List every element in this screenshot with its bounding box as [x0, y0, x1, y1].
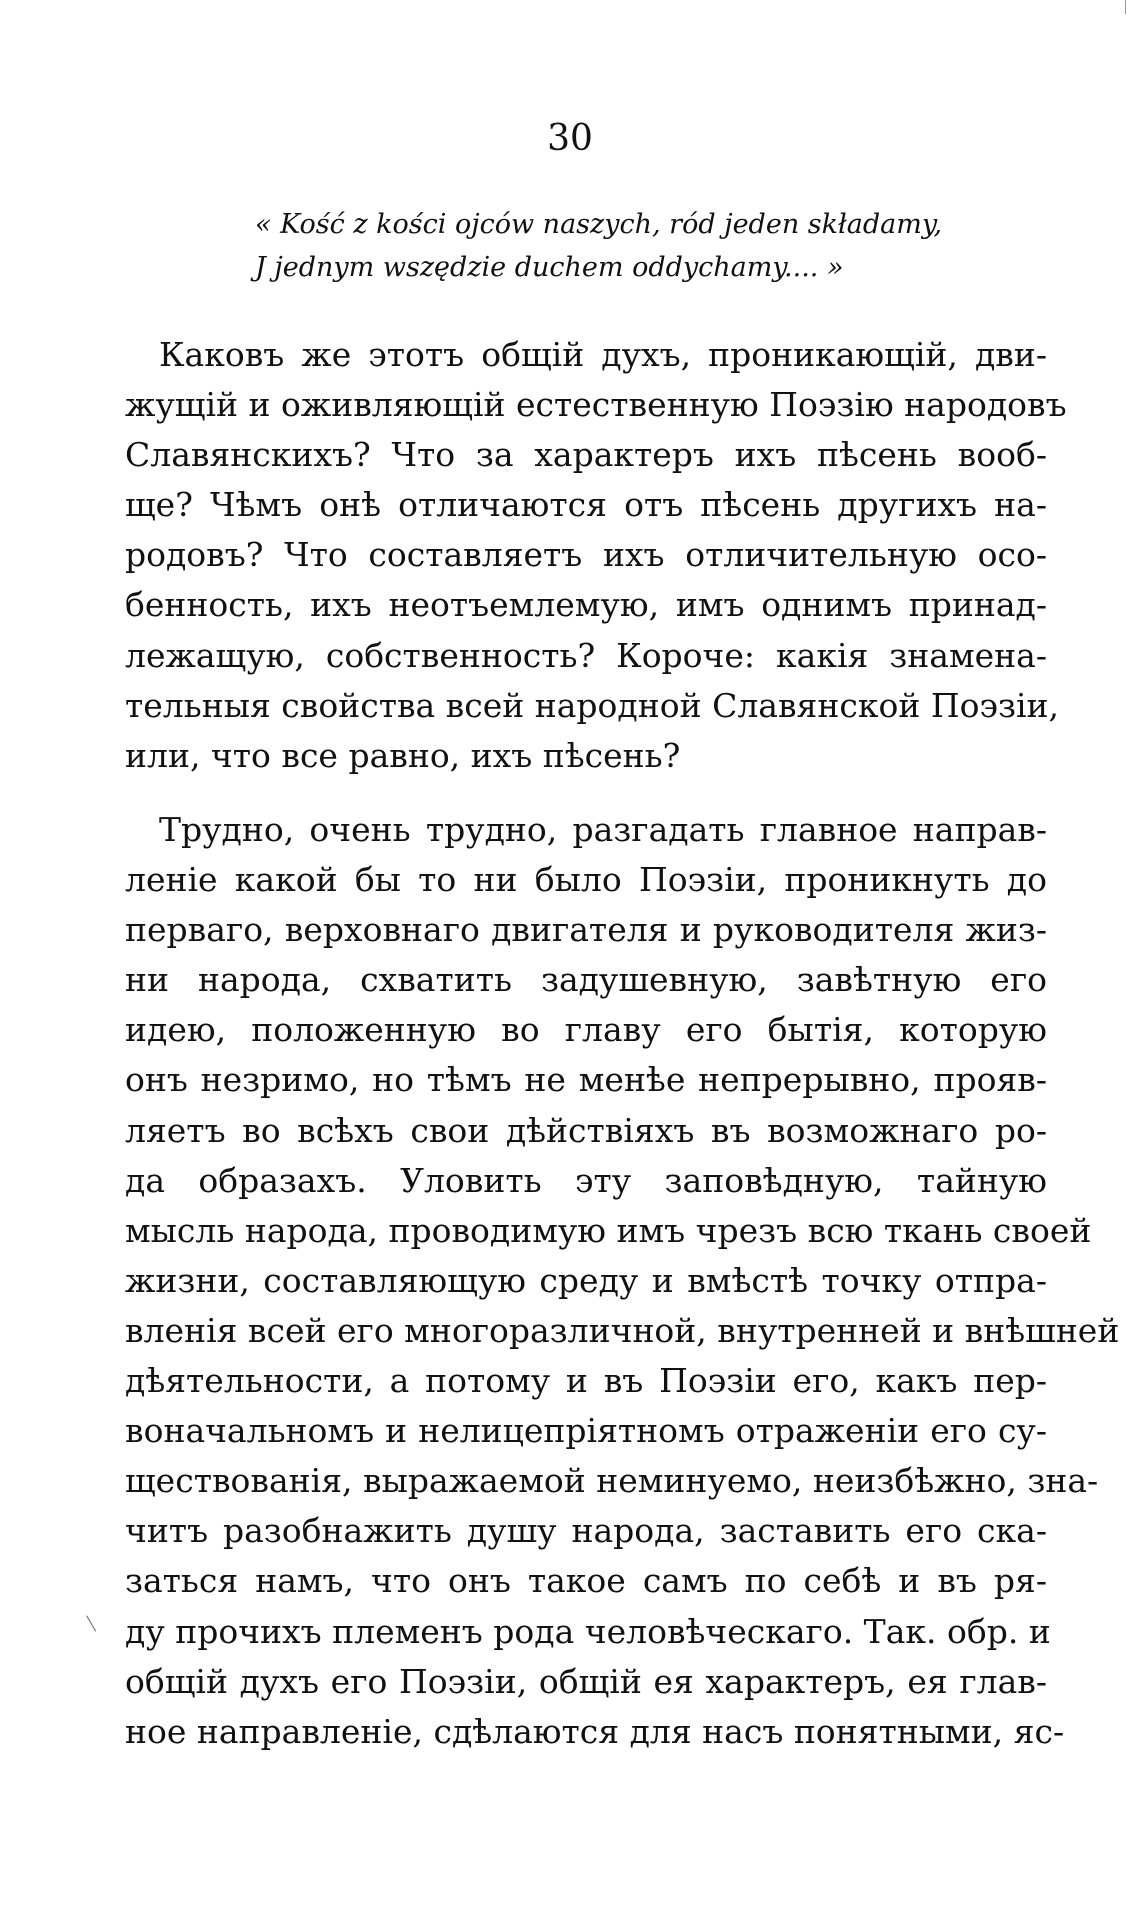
text-line: ляетъ во всѣхъ свои дѣйствіяхъ въ возможнаго ро- — [125, 1110, 1047, 1150]
text-line: тельныя свойства всей народной Славянской Поэзіи, — [125, 685, 1059, 725]
text-line: лежащую, собственность? Короче: какія знамена- — [125, 635, 1047, 675]
text-line: леніе какой бы то ни было Поэзіи, проникнуть до — [125, 860, 1047, 900]
text-line: онъ незримо, но тѣмъ не менѣе непрерывно, прояв- — [125, 1060, 1047, 1100]
text-line: ное направленіе, сдѣлаются для насъ понятными, яс- — [125, 1711, 1065, 1751]
text-line: идею, положенную во главу его бытія, которую — [125, 1010, 1047, 1050]
text-line: перваго, верховнаго двигателя и руководителя жиз- — [125, 910, 1047, 950]
text-line: жущій и оживляющій естественную Поэзію народовъ — [125, 385, 1067, 425]
paragraph-1 — [125, 330, 1067, 781]
paragraph-2 — [125, 805, 1120, 1757]
epigraph-line: J jednym wszędzie duchem oddychamy.... » — [255, 252, 844, 283]
text-line: Каковъ же этотъ общій духъ, проникающій, дви- — [159, 335, 1047, 374]
text-line: ду прочихъ племенъ рода человѣческаго. Так. обр. и — [125, 1611, 1051, 1651]
text-line: общій духъ его Поэзіи, общій ея характеръ, ея глав- — [125, 1661, 1047, 1701]
text-line: жизни, составляющую среду и вмѣстѣ точку отпра- — [125, 1260, 1047, 1300]
page-number: 30 — [547, 118, 593, 159]
text-line: дѣятельности, а потому и въ Поэзіи его, какъ пер- — [125, 1361, 1047, 1401]
text-line: бенность, ихъ неотъемлемую, имъ однимъ принад- — [125, 585, 1047, 625]
margin-pencil-mark — [86, 1610, 105, 1631]
text-line: ни народа, схватить задушевную, завѣтную его — [125, 960, 1047, 1000]
text-line: читъ разобнажить душу народа, заставить его ска- — [125, 1511, 1047, 1551]
text-line: родовъ? Что составляетъ ихъ отличительную осо- — [125, 535, 1047, 575]
epigraph-quote — [255, 203, 1035, 289]
text-line: мысль народа, проводимую имъ чрезъ всю ткань своей — [125, 1210, 1092, 1250]
text-line: Трудно, очень трудно, разгадать главное направ- — [159, 810, 1047, 849]
epigraph-line: « Kość z kości ojców naszych, ród jeden składamy, — [255, 209, 943, 240]
text-line: Славянскихъ? Что за характеръ ихъ пѣсень вооб- — [125, 435, 1047, 475]
text-line: воначальномъ и нелицепріятномъ отраженіи его су- — [125, 1411, 1047, 1451]
text-line: заться намъ, что онъ такое самъ по себѣ и въ ря- — [125, 1561, 1047, 1601]
text-line: да образахъ. Уловить эту заповѣдную, тайную — [125, 1160, 1047, 1200]
text-line: ще? Чѣмъ онѣ отличаются отъ пѣсень другихъ на- — [125, 485, 1047, 525]
text-line: или, что все равно, ихъ пѣсень? — [125, 735, 681, 775]
text-line: вленія всей его многоразличной, внутренней и внѣшней — [125, 1310, 1120, 1350]
edge-mark — [1125, 0, 1126, 14]
text-line: ществованія, выражаемой неминуемо, неизбѣжно, зна- — [125, 1461, 1099, 1501]
